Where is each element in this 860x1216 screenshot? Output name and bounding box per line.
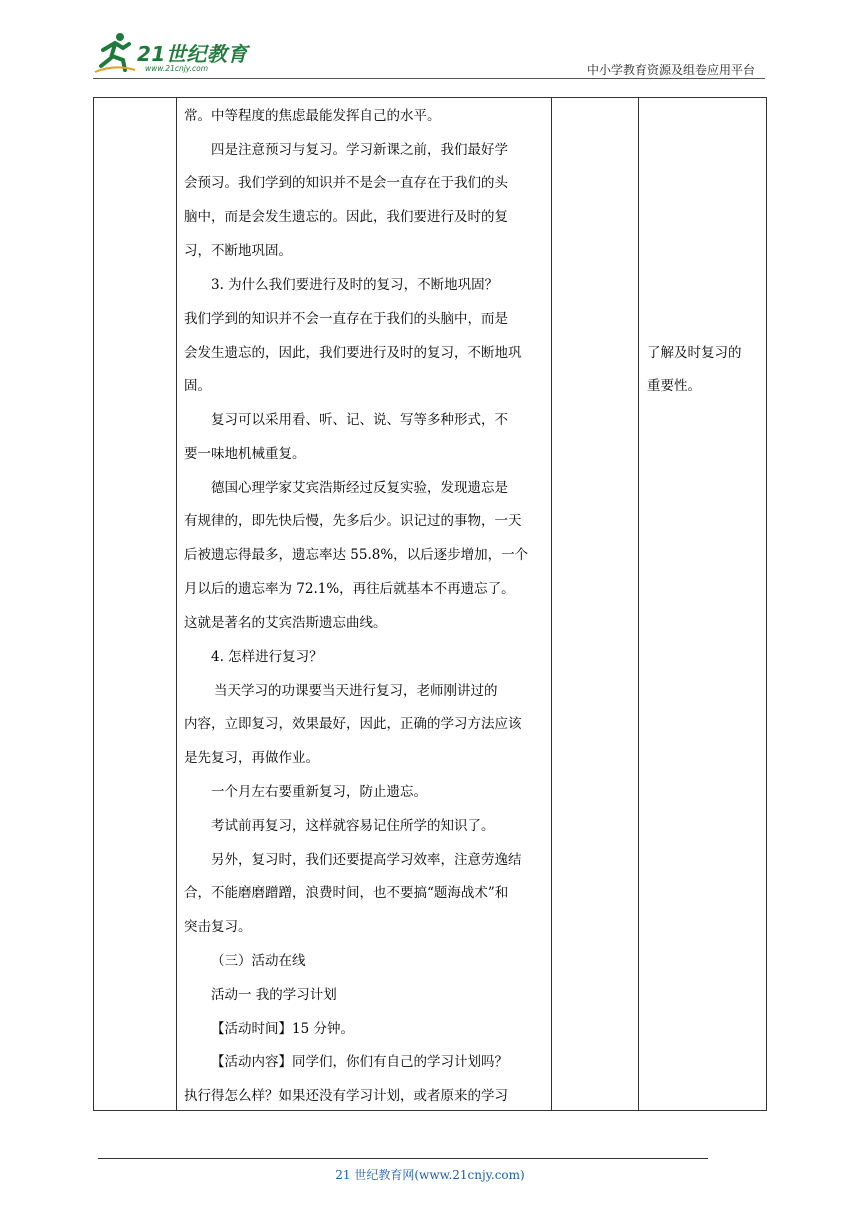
column-divider: [176, 98, 177, 1110]
text-line: 月以后的遗忘率为 72.1%，再往后就基本不再遗忘了。: [184, 581, 515, 597]
section-heading: （三）活动在线: [211, 953, 306, 969]
question-heading: 3. 为什么我们要进行及时的复习，不断地巩固？: [211, 277, 499, 293]
text-line: 这就是著名的艾宾浩斯遗忘曲线。: [184, 615, 387, 631]
text-line: 一个月左右要重新复习，防止遗忘。: [211, 784, 427, 800]
logo-url: www.21cnjy.com: [145, 64, 209, 73]
column-divider: [551, 98, 552, 1110]
text-line: 我们学到的知识并不会一直存在于我们的头脑中，而是: [184, 311, 508, 327]
text-line: 脑中，而是会发生遗忘的。因此，我们要进行及时的复: [184, 209, 508, 225]
text-line: 德国心理学家艾宾浩斯经过反复实验，发现遗忘是: [211, 480, 508, 496]
text-line: 考试前再复习，这样就容易记住所学的知识了。: [211, 818, 495, 834]
page-header: [93, 28, 765, 78]
text-line: 会发生遗忘的，因此，我们要进行及时的复习，不断地巩: [184, 345, 522, 361]
text-line: 常。中等程度的焦虑最能发挥自己的水平。: [184, 108, 441, 124]
text-line: 是先复习，再做作业。: [184, 750, 319, 766]
platform-name: 中小学教育资源及组卷应用平台: [586, 63, 755, 77]
text-line: 【活动内容】同学们，你们有自己的学习计划吗？: [211, 1054, 508, 1070]
purpose-text: 了解及时复习的: [647, 345, 742, 361]
logo: [93, 28, 273, 78]
text-line: 要一味地机械重复。: [184, 446, 306, 462]
text-line: 会预习。我们学到的知识并不是会一直存在于我们的头: [184, 175, 508, 191]
text-line: 突击复习。: [184, 919, 252, 935]
purpose-text: 重要性。: [647, 378, 701, 394]
lesson-table: [93, 97, 767, 1111]
column-divider: [638, 98, 639, 1110]
activity-title: 活动一 我的学习计划: [211, 987, 337, 1003]
header-divider: [93, 78, 765, 79]
text-line: 有规律的，即先快后慢，先多后少。识记过的事物，一天: [184, 513, 522, 529]
text-line: 另外，复习时，我们还要提高学习效率，注意劳逸结: [211, 852, 522, 868]
text-line: 【活动时间】15 分钟。: [211, 1021, 354, 1037]
text-line: 执行得怎么样？如果还没有学习计划，或者原来的学习: [184, 1088, 508, 1104]
text-line: 当天学习的功课要当天进行复习，老师刚讲过的: [214, 683, 498, 699]
text-line: 合，不能磨磨蹭蹭，浪费时间，也不要搞“题海战术”和: [184, 885, 509, 901]
question-heading: 4. 怎样进行复习？: [211, 649, 323, 665]
runner-logo-icon: [93, 30, 137, 74]
text-line: 复习可以采用看、听、记、说、写等多种形式，不: [211, 412, 508, 428]
text-line: 后被遗忘得最多，遗忘率达 55.8%，以后逐步增加，一个: [184, 547, 529, 563]
text-line: 四是注意预习与复习。学习新课之前，我们最好学: [211, 142, 508, 158]
logo-text: 21世纪教育: [137, 42, 248, 66]
footer-divider: [98, 1158, 708, 1159]
text-line: 内容，立即复习，效果最好，因此，正确的学习方法应该: [184, 716, 522, 732]
page-footer: 21 世纪教育网(www.21cnjy.com): [335, 1168, 525, 1182]
text-line: 固。: [184, 378, 211, 394]
text-line: 习，不断地巩固。: [184, 243, 292, 259]
